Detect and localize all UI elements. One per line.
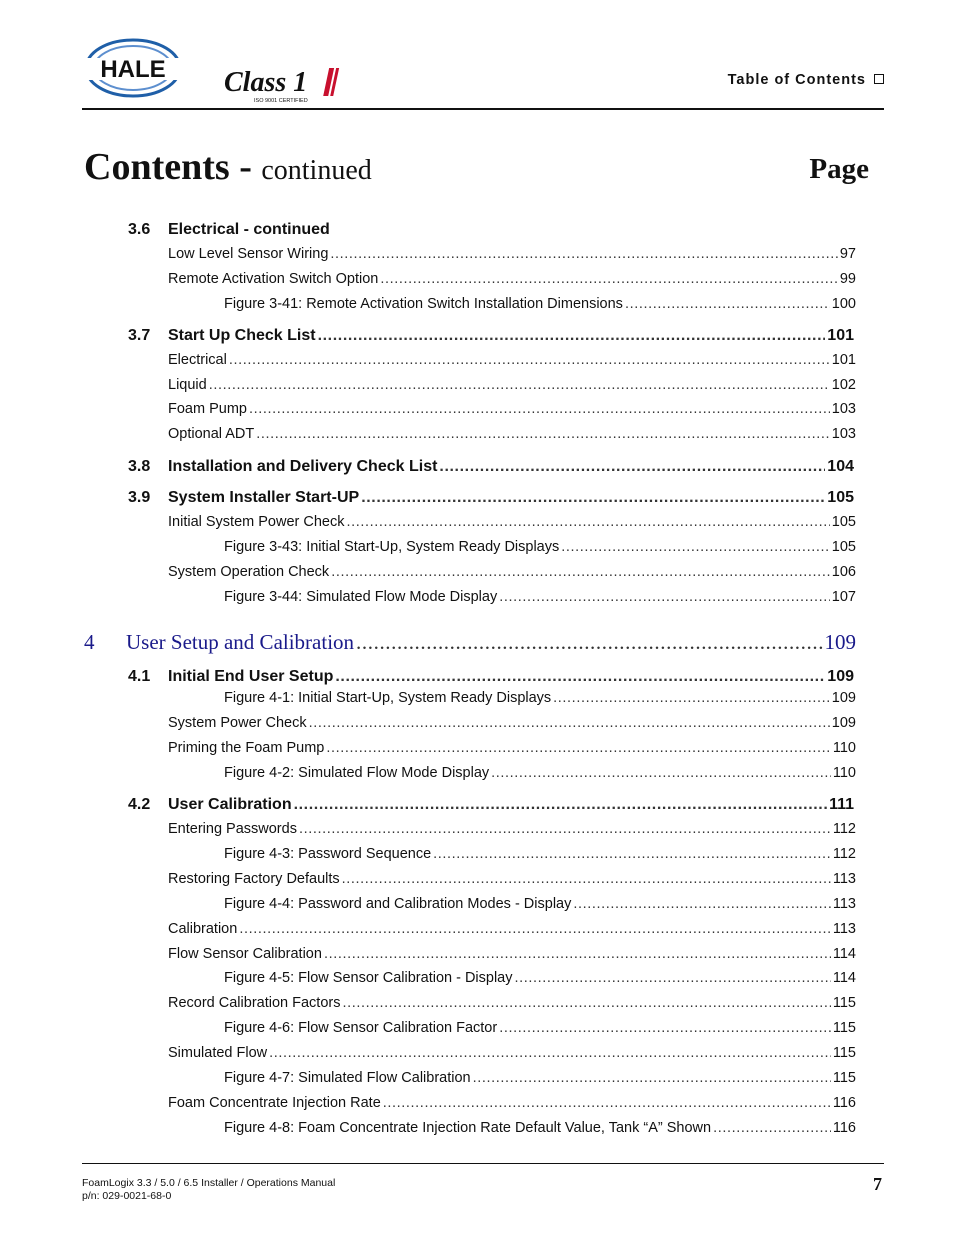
toc-entry-fig[interactable] [224,1020,856,1036]
toc-entry-page: 111 [829,796,854,813]
dot-leader [256,426,830,442]
toc-entry-title: Liquid [168,377,207,393]
dot-leader [713,1120,831,1136]
dot-leader [499,589,830,605]
toc-entry-fig[interactable] [224,296,856,312]
toc-entry-sec[interactable] [128,327,854,345]
toc-entry-page: 115 [832,1020,856,1036]
toc-entry-fig[interactable] [224,690,856,706]
toc-entry-number: 4.2 [128,796,151,813]
toc-entry-title: Figure 4-5: Flow Sensor Calibration - Display [224,970,513,986]
dot-leader [209,377,830,393]
page-header [82,34,884,110]
toc-entry-page: 100 [831,296,856,312]
checkbox-icon [874,74,884,84]
toc-entry-page: 113 [832,896,856,912]
toc-entry-item[interactable] [168,246,856,262]
toc-entry-item[interactable] [168,564,856,580]
toc-entry-page: 116 [832,1095,856,1111]
toc-entry-number: 3.7 [128,327,151,344]
hale-logo [82,36,184,100]
toc-entry-title: Figure 3-41: Remote Activation Switch Installation Dimensions [224,296,623,312]
dot-leader [491,765,831,781]
dot-leader [473,1070,831,1086]
toc-entry-title: Figure 4-2: Simulated Flow Mode Display [224,765,490,781]
toc-entry-title: Installation and Delivery Check List [168,458,438,475]
toc-entry-page: 109 [824,630,856,654]
toc-entry-page: 109 [831,690,856,706]
toc-entry-item[interactable] [168,1095,856,1111]
class1-logo-text: Class 1 [224,67,308,98]
page-column-label: Page [809,153,869,185]
toc-entry-number: 3.9 [128,489,151,506]
dot-leader [326,740,831,756]
toc-entry-sec[interactable] [128,458,854,476]
dot-leader [561,539,830,555]
toc-entry-fig[interactable] [224,765,856,781]
dot-leader [439,458,825,476]
dot-leader [299,821,831,837]
toc-entry-page: 106 [831,564,856,580]
toc-entry-sec[interactable] [128,489,854,507]
toc-entry-title: Foam Pump [168,401,247,417]
dot-leader [309,715,830,731]
toc-entry-title: Figure 4-7: Simulated Flow Calibration [224,1070,471,1086]
toc-entry-title: Entering Passwords [168,821,297,837]
dot-leader [335,668,825,686]
toc-entry-item[interactable] [168,1045,856,1061]
dot-leader [324,946,831,962]
toc-entry-item[interactable] [168,377,856,393]
dot-leader [269,1045,831,1061]
footer-divider [82,1163,884,1164]
toc-entry-item[interactable] [168,871,856,887]
toc-entry-page: 110 [832,740,856,756]
toc-entry-page: 105 [831,514,856,530]
toc-entry-page: 114 [832,970,856,986]
dot-leader [342,995,830,1011]
dot-leader [361,489,825,507]
toc-entry-page: 103 [831,426,856,442]
class1-iso-text: ISO 9001 CERTIFIED [254,98,308,104]
toc-entry-page: 115 [832,1070,856,1086]
toc-entry-fig[interactable] [224,970,856,986]
toc-entry-page: 103 [831,401,856,417]
dot-leader [294,796,827,814]
dot-leader [573,896,831,912]
toc-entry-fig[interactable] [224,896,856,912]
toc-entry-title: Figure 4-4: Password and Calibration Modes - Display [224,896,572,912]
toc-entry-page: 101 [827,327,854,344]
toc-entry-title: User Calibration [168,796,292,813]
toc-entry-title: Figure 4-3: Password Sequence [224,846,432,862]
toc-entry-title: Figure 4-8: Foam Concentrate Injection Rate Default Value, Tank “A” Shown [224,1120,712,1136]
toc-entry-title: Optional ADT [168,426,255,442]
dot-leader [331,564,830,580]
toc-entry-title: Electrical [168,352,227,368]
dot-leader [346,514,829,530]
dot-leader [553,690,830,706]
toc-entry-page: 115 [832,995,856,1011]
toc-entry-page: 99 [839,271,856,287]
dot-leader [318,327,826,345]
toc-entry-sec[interactable] [128,221,854,239]
toc-entry-number: 3.6 [128,221,151,238]
toc-entry-item[interactable] [168,352,856,368]
toc-entry-fig[interactable] [224,589,856,605]
toc-entry-item[interactable] [168,426,856,442]
header-divider [82,108,884,110]
toc-entry-page: 112 [832,846,856,862]
toc-entry-title: Figure 3-44: Simulated Flow Mode Display [224,589,498,605]
toc-entry-page: 116 [832,1120,856,1136]
toc-entry-item[interactable] [168,995,856,1011]
toc-entry-page: 112 [832,821,856,837]
dot-leader [342,871,831,887]
toc-entry-title: Remote Activation Switch Option [168,271,379,287]
toc-entry-item[interactable] [168,946,856,962]
toc-entry-title: Priming the Foam Pump [168,740,325,756]
toc-entry-fig[interactable] [224,846,856,862]
toc-entry-title: Simulated Flow [168,1045,268,1061]
continued-label: continued [261,155,372,186]
dot-leader [499,1020,831,1036]
toc-entry-item[interactable] [168,821,856,837]
toc-entry-page: 113 [832,871,856,887]
toc-entry-item[interactable] [168,401,856,417]
dot-leader [330,246,837,262]
dot-leader [249,401,830,417]
toc-entry-title: Restoring Factory Defaults [168,871,340,887]
toc-entry-item[interactable] [168,514,856,530]
toc-entry-title: Initial End User Setup [168,668,334,685]
toc-entry-item[interactable] [168,740,856,756]
toc-entry-title: Figure 4-1: Initial Start-Up, System Ready Displays [224,690,552,706]
dot-leader [356,630,822,655]
toc-entry-item[interactable] [168,271,856,287]
class1-logo [222,64,347,106]
toc-entry-title: System Installer Start-UP [168,489,360,506]
toc-entry-page: 105 [831,539,856,555]
toc-entry-page: 113 [832,921,856,937]
toc-entry-title: System Power Check [168,715,307,731]
dot-leader [380,271,838,287]
toc-entry-page: 115 [832,1045,856,1061]
toc-entry-page: 109 [827,668,854,685]
toc-entry-title: Record Calibration Factors [168,995,341,1011]
dot-leader [433,846,831,862]
toc-entry-number: 4.1 [128,668,151,685]
toc-entry-title: Calibration [168,921,238,937]
toc-entry-fig[interactable] [224,1070,856,1086]
toc-entry-title: Figure 4-6: Flow Sensor Calibration Factor [224,1020,498,1036]
toc-entry-page: 101 [831,352,856,368]
toc-entry-title: Figure 3-43: Initial Start-Up, System Ready Displays [224,539,560,555]
footer-info [82,1177,335,1203]
toc-entry-page: 107 [831,589,856,605]
part-number: p/n: 029-0021-68-0 [82,1190,172,1202]
toc-entry-title: Foam Concentrate Injection Rate [168,1095,381,1111]
toc-entry-page: 114 [832,946,856,962]
dot-leader [515,970,831,986]
dot-leader [383,1095,831,1111]
toc-entry-page: 102 [831,377,856,393]
toc-entry-number: 3.8 [128,458,151,475]
toc-entry-sec[interactable] [128,668,854,686]
manual-title: FoamLogix 3.3 / 5.0 / 6.5 Installer / Operations Manual [82,1177,336,1189]
toc-entry-title: Electrical - continued [168,221,330,238]
toc-entry-title: Low Level Sensor Wiring [168,246,329,262]
toc-entry-chap[interactable] [84,630,856,655]
toc-entry-title: Initial System Power Check [168,514,345,530]
toc-entry-title: User Setup and Calibration [126,630,355,654]
toc-entry-fig[interactable] [224,539,856,555]
toc-entry-page: 110 [832,765,856,781]
hale-logo-text: HALE [100,56,166,83]
toc-entry-page: 104 [827,458,854,475]
toc-entry-page: 105 [827,489,854,506]
toc-entry-sec[interactable] [128,796,854,814]
dot-leader [625,296,830,312]
toc-entry-item[interactable] [168,921,856,937]
dot-leader [239,921,831,937]
page-title: Contents - continued [84,146,372,188]
toc-entry-title: Flow Sensor Calibration [168,946,322,962]
toc-entry-page: 97 [839,246,856,262]
toc-entry-number: 4 [84,630,95,654]
toc-entry-title: Start Up Check List [168,327,316,344]
page-number: 7 [873,1174,882,1194]
toc-entry-page: 109 [831,715,856,731]
section-title: Table of Contents [728,72,884,88]
toc-entry-title: System Operation Check [168,564,330,580]
toc-entry-item[interactable] [168,715,856,731]
toc-entry-fig[interactable] [224,1120,856,1136]
dot-leader [229,352,830,368]
